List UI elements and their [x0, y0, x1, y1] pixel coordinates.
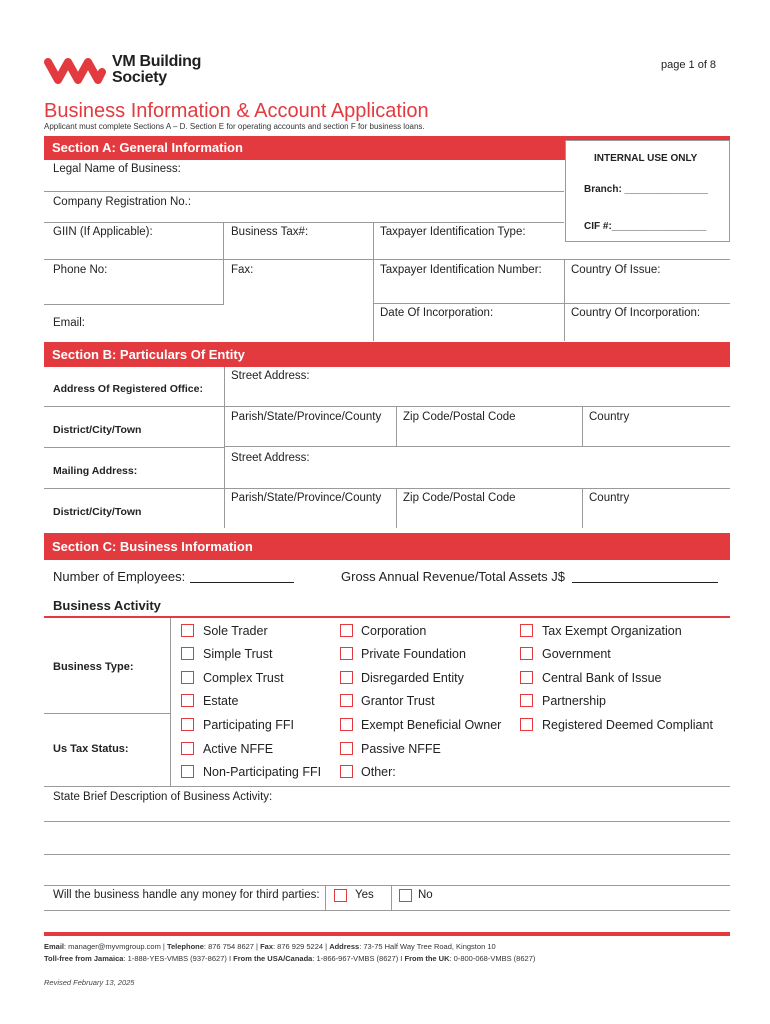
- private-foundation-checkbox[interactable]: [340, 647, 353, 660]
- footer-tollfree-label: Toll-free from Jamaica: [44, 954, 124, 963]
- street-address-2-label: Street Address:: [231, 452, 310, 464]
- mailing-address-label: Mailing Address:: [53, 465, 138, 477]
- private-foundation-label: Private Foundation: [361, 647, 466, 661]
- vm-logo: [44, 52, 106, 86]
- corporation-checkbox[interactable]: [340, 624, 353, 637]
- divider: [44, 910, 730, 911]
- gross-revenue-input[interactable]: [572, 582, 718, 583]
- divider: [325, 885, 326, 910]
- footer-fax-label: Fax: [260, 942, 274, 951]
- district-2-label: District/City/Town: [53, 506, 142, 518]
- footer-separator: |: [323, 942, 330, 951]
- taxpayer-id-number-label: Taxpayer Identification Number:: [380, 264, 542, 276]
- footer-separator: I: [226, 954, 234, 963]
- exempt-beneficial-owner-label: Exempt Beneficial Owner: [361, 718, 502, 732]
- description-line-3[interactable]: [44, 885, 730, 886]
- central-bank-label: Central Bank of Issue: [542, 671, 662, 685]
- other-checkbox[interactable]: [340, 765, 353, 778]
- company-reg-label: Company Registration No.:: [53, 196, 192, 208]
- divider: [224, 406, 730, 407]
- grantor-trust-label: Grantor Trust: [361, 694, 435, 708]
- disregarded-entity-label: Disregarded Entity: [361, 671, 464, 685]
- complex-trust-checkbox[interactable]: [181, 671, 194, 684]
- taxpayer-id-type-label: Taxpayer Identification Type:: [380, 226, 526, 238]
- complex-trust-label: Complex Trust: [203, 671, 284, 685]
- divider: [44, 191, 564, 192]
- divider: [44, 259, 730, 260]
- description-line-2[interactable]: [44, 854, 730, 855]
- page-subtitle: Applicant must complete Sections A – D. Section E for operating accounts and section F for business loans.: [44, 122, 425, 131]
- disregarded-entity-checkbox[interactable]: [340, 671, 353, 684]
- footer-uk-value: : 0-800-068-VMBS (8627): [449, 954, 536, 963]
- tax-exempt-checkbox[interactable]: [520, 624, 533, 637]
- business-activity-heading: Business Activity: [53, 598, 161, 613]
- country-2-label: Country: [589, 492, 630, 504]
- footer-contact-line-2: [44, 954, 535, 963]
- revised-date: Revised February 13, 2025: [44, 978, 135, 987]
- footer-separator: I: [398, 954, 405, 963]
- divider: [44, 304, 224, 305]
- divider: [224, 367, 225, 528]
- non-participating-ffi-label: Non-Participating FFI: [203, 765, 322, 779]
- description-prompt: State Brief Description of Business Activity:: [53, 791, 273, 803]
- zip-1-label: Zip Code/Postal Code: [403, 411, 516, 423]
- third-party-question: Will the business handle any money for third parties:: [53, 889, 320, 901]
- vm-logo-icon: [44, 52, 106, 86]
- tax-exempt-label: Tax Exempt Organization: [542, 624, 682, 638]
- simple-trust-label: Simple Trust: [203, 647, 273, 661]
- footer-address-value: : 73-75 Half Way Tree Road, Kingston 10: [359, 942, 496, 951]
- section-b-header: Section B: Particulars Of Entity: [44, 342, 730, 367]
- num-employees-label: Number of Employees:: [53, 569, 186, 584]
- central-bank-checkbox[interactable]: [520, 671, 533, 684]
- partnership-checkbox[interactable]: [520, 694, 533, 707]
- footer-uk-label: From the UK: [404, 954, 450, 963]
- description-line-1[interactable]: [44, 821, 730, 822]
- footer-usa-value: : 1-866-967-VMBS (8627): [312, 954, 399, 963]
- giin-label: GIIN (If Applicable):: [53, 226, 153, 238]
- footer-email-label: Email: [44, 942, 65, 951]
- non-participating-ffi-checkbox[interactable]: [181, 765, 194, 778]
- footer-telephone-value: : 876 754 8627: [203, 942, 254, 951]
- section-a-header: Section A: General Information: [44, 136, 730, 160]
- sole-trader-label: Sole Trader: [203, 624, 268, 638]
- registered-deemed-compliant-label: Registered Deemed Compliant: [542, 718, 713, 732]
- divider: [391, 885, 392, 910]
- estate-label: Estate: [203, 694, 239, 708]
- legal-name-label: Legal Name of Business:: [53, 163, 181, 175]
- footer-tollfree-value: : 1-888-YES-VMBS (937-8627): [123, 954, 227, 963]
- page-indicator: page 1 of 8: [661, 59, 717, 71]
- parish-1-label: Parish/State/Province/County: [231, 411, 382, 423]
- participating-ffi-label: Participating FFI: [203, 718, 295, 732]
- page-title: Business Information & Account Application: [44, 100, 429, 122]
- num-employees-input[interactable]: [190, 582, 294, 583]
- gross-revenue-label: Gross Annual Revenue/Total Assets J$: [341, 569, 566, 584]
- divider: [44, 786, 730, 787]
- partnership-label: Partnership: [542, 694, 606, 708]
- parish-2-label: Parish/State/Province/County: [231, 492, 382, 504]
- registered-deemed-compliant-checkbox[interactable]: [520, 718, 533, 731]
- passive-nffe-checkbox[interactable]: [340, 742, 353, 755]
- phone-label: Phone No:: [53, 264, 108, 276]
- footer-divider: [44, 932, 730, 936]
- internal-use-title: INTERNAL USE ONLY: [594, 153, 698, 164]
- divider: [396, 406, 397, 446]
- email-label: Email:: [53, 317, 85, 329]
- exempt-beneficial-owner-checkbox[interactable]: [340, 718, 353, 731]
- third-party-no-checkbox[interactable]: [399, 889, 412, 902]
- zip-2-label: Zip Code/Postal Code: [403, 492, 516, 504]
- divider: [564, 259, 565, 341]
- other-label: Other:: [361, 765, 396, 779]
- divider: [582, 488, 583, 528]
- divider: [396, 488, 397, 528]
- business-type-label: Business Type:: [53, 661, 134, 673]
- passive-nffe-label: Passive NFFE: [361, 742, 441, 756]
- business-tax-label: Business Tax#:: [231, 226, 309, 238]
- simple-trust-checkbox[interactable]: [181, 647, 194, 660]
- grantor-trust-checkbox[interactable]: [340, 694, 353, 707]
- country-of-incorporation-label: Country Of Incorporation:: [571, 307, 701, 319]
- footer-email-value[interactable]: : manager@myvmgroup.com: [64, 942, 161, 951]
- divider: [44, 406, 224, 407]
- footer-fax-value: : 876 929 5224: [273, 942, 324, 951]
- third-party-yes-checkbox[interactable]: [334, 889, 347, 902]
- government-label: Government: [542, 647, 611, 661]
- registered-office-label: Address Of Registered Office:: [53, 383, 203, 395]
- divider: [44, 616, 730, 618]
- government-checkbox[interactable]: [520, 647, 533, 660]
- country-1-label: Country: [589, 411, 630, 423]
- active-nffe-label: Active NFFE: [203, 742, 274, 756]
- footer-telephone-label: Telephone: [166, 942, 204, 951]
- date-of-incorporation-label: Date Of Incorporation:: [380, 307, 494, 319]
- country-of-issue-label: Country Of Issue:: [571, 264, 661, 276]
- footer-address-label: Address: [329, 942, 360, 951]
- divider: [44, 447, 224, 448]
- divider: [224, 488, 730, 489]
- divider: [44, 488, 224, 489]
- sole-trader-checkbox[interactable]: [181, 624, 194, 637]
- divider: [44, 713, 170, 714]
- third-party-no-label: No: [418, 889, 433, 901]
- divider: [582, 406, 583, 446]
- branch-field[interactable]: Branch: _______________: [584, 184, 708, 195]
- participating-ffi-checkbox[interactable]: [181, 718, 194, 731]
- brand-name-line1: VM Building: [112, 53, 202, 70]
- cif-field[interactable]: CIF #:_________________: [584, 221, 707, 232]
- brand-name-line2: Society: [112, 69, 167, 86]
- footer-separator: |: [160, 942, 167, 951]
- us-tax-status-label: Us Tax Status:: [53, 743, 129, 755]
- footer-usa-label: From the USA/Canada: [233, 954, 313, 963]
- divider: [373, 303, 730, 304]
- footer-separator: |: [253, 942, 261, 951]
- divider: [170, 618, 171, 786]
- footer-contact-line-1: [44, 942, 496, 951]
- active-nffe-checkbox[interactable]: [181, 742, 194, 755]
- corporation-label: Corporation: [361, 624, 427, 638]
- third-party-yes-label: Yes: [355, 889, 374, 901]
- estate-checkbox[interactable]: [181, 694, 194, 707]
- divider: [373, 222, 374, 341]
- street-address-1-label: Street Address:: [231, 370, 310, 382]
- section-c-header: Section C: Business Information: [44, 533, 730, 560]
- district-1-label: District/City/Town: [53, 424, 142, 436]
- divider: [223, 222, 224, 304]
- divider: [44, 222, 564, 223]
- divider: [224, 446, 730, 447]
- fax-label: Fax:: [231, 264, 254, 276]
